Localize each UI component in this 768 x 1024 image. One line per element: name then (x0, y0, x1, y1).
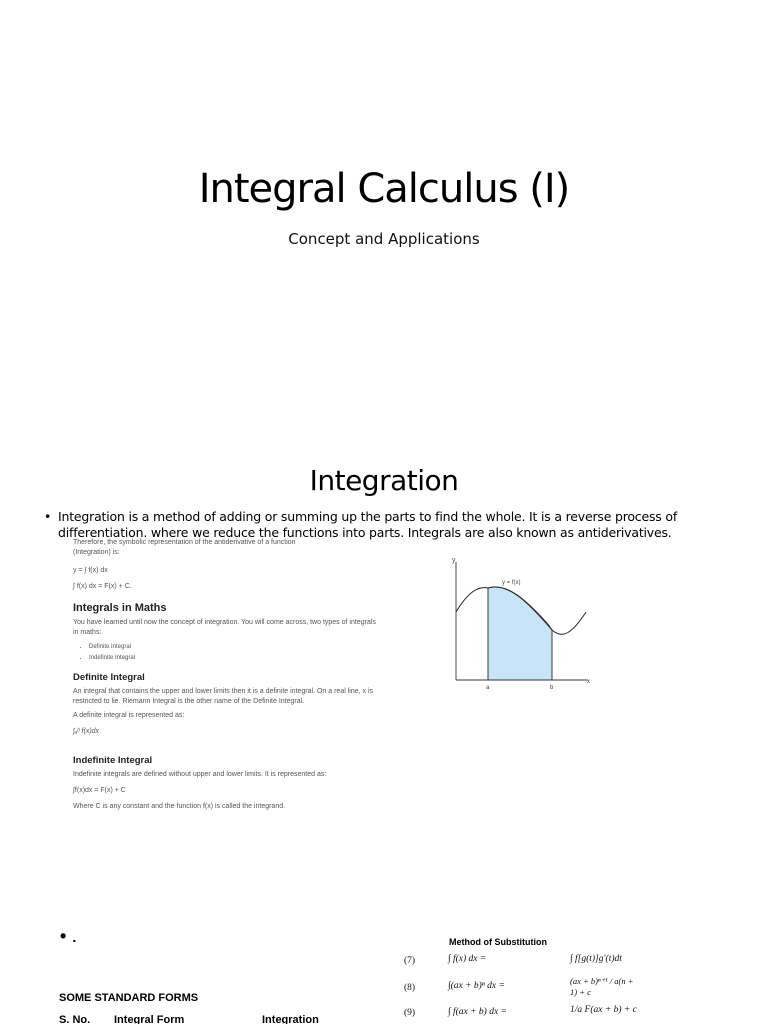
bullet-paragraph (44, 509, 698, 541)
formula-lhs: ∫ f(ax + b) dx = (448, 1007, 507, 1017)
x-axis-label: x (587, 679, 590, 685)
bullet-paragraph (60, 926, 76, 947)
bullet-icon: • (44, 509, 52, 524)
shaded-area (488, 587, 552, 680)
column-header: Integral Form (114, 1014, 185, 1024)
column-header: Integration (262, 1014, 319, 1024)
curve-label: y = f(x) (502, 580, 521, 586)
formula-rhs: 1/a F(ax + b) + c (570, 1005, 637, 1015)
formula-rhs: ∫ f[g(t)]g′(t)dt (570, 954, 622, 964)
slide-subtitle: Concept and Applications (288, 230, 480, 248)
inset-equation: ∫ₐᵇ f(x)dx (73, 728, 100, 735)
bullet-text: Integration is a method of adding or summing up the parts to find the whole. It is a reverse process of differentiation. where we reduce the functions into parts. Integrals are also known as antiderivatives. (58, 509, 678, 540)
inset-equation: ∫ f(x) dx = F(x) + C. (73, 583, 132, 590)
a-label: a (486, 685, 490, 691)
inset-line: (Integration) is: (73, 549, 120, 556)
method-heading: Method of Substitution (449, 937, 547, 947)
row-number: (9) (404, 1008, 416, 1018)
area-under-curve-graph (448, 552, 598, 692)
inset-paragraph: An integral that contains the upper and lower limits then it is a definite integral. On a real line, x is restricted to lie. Riemann Integral is the other name of the Definite Integral. (73, 688, 373, 705)
b-label: b (550, 685, 554, 691)
formula-lhs: ∫ f(x) dx = (448, 954, 487, 964)
title-slide (0, 0, 768, 434)
list-item: • Indefinite Integral (89, 653, 383, 664)
inset-paragraph: A definite integral is represented as: (73, 712, 185, 719)
column-header: S. No. (59, 1014, 91, 1024)
inset-equation: ∫f(x)dx = F(x) + C (73, 787, 126, 794)
slide-title: Integration (309, 464, 459, 497)
inset-paragraph: You have learned until now the concept of integration. You will come across, two types of integrals in maths: (73, 619, 376, 636)
bullet-icon: • (60, 926, 67, 946)
inset-line: Therefore, the symbolic representation of the antiderivative of a function (73, 539, 296, 546)
row-number: (8) (404, 983, 416, 993)
list-item: • Definite Integral (89, 642, 383, 653)
inset-equation: y = ∫ f(x) dx (73, 567, 108, 574)
inset-screenshot (73, 538, 383, 858)
row-number: (7) (404, 956, 416, 966)
slide-title: Integral Calculus (I) (198, 166, 570, 212)
inset-heading: Integrals in Maths (73, 602, 167, 614)
inset-list (73, 642, 383, 664)
inset-heading: Indefinite Integral (73, 755, 153, 766)
formula-rhs: (ax + b)ⁿ⁺¹ / a(n + 1) + c (570, 976, 634, 997)
inset-paragraph: Where C is any constant and the function f(x) is called the integrand. (73, 803, 286, 810)
bullet-text: . (72, 929, 77, 945)
standard-forms-slide (0, 906, 768, 1024)
inset-heading: Definite Integral (73, 672, 145, 683)
integration-slide (0, 434, 768, 906)
formula-lhs: ∫(ax + b)ⁿ dx = (448, 981, 505, 991)
standard-forms-heading: SOME STANDARD FORMS (59, 992, 199, 1004)
inset-paragraph: Indefinite integrals are defined without upper and lower limits. It is represented as: (73, 771, 327, 778)
y-axis-label: y (452, 557, 456, 564)
